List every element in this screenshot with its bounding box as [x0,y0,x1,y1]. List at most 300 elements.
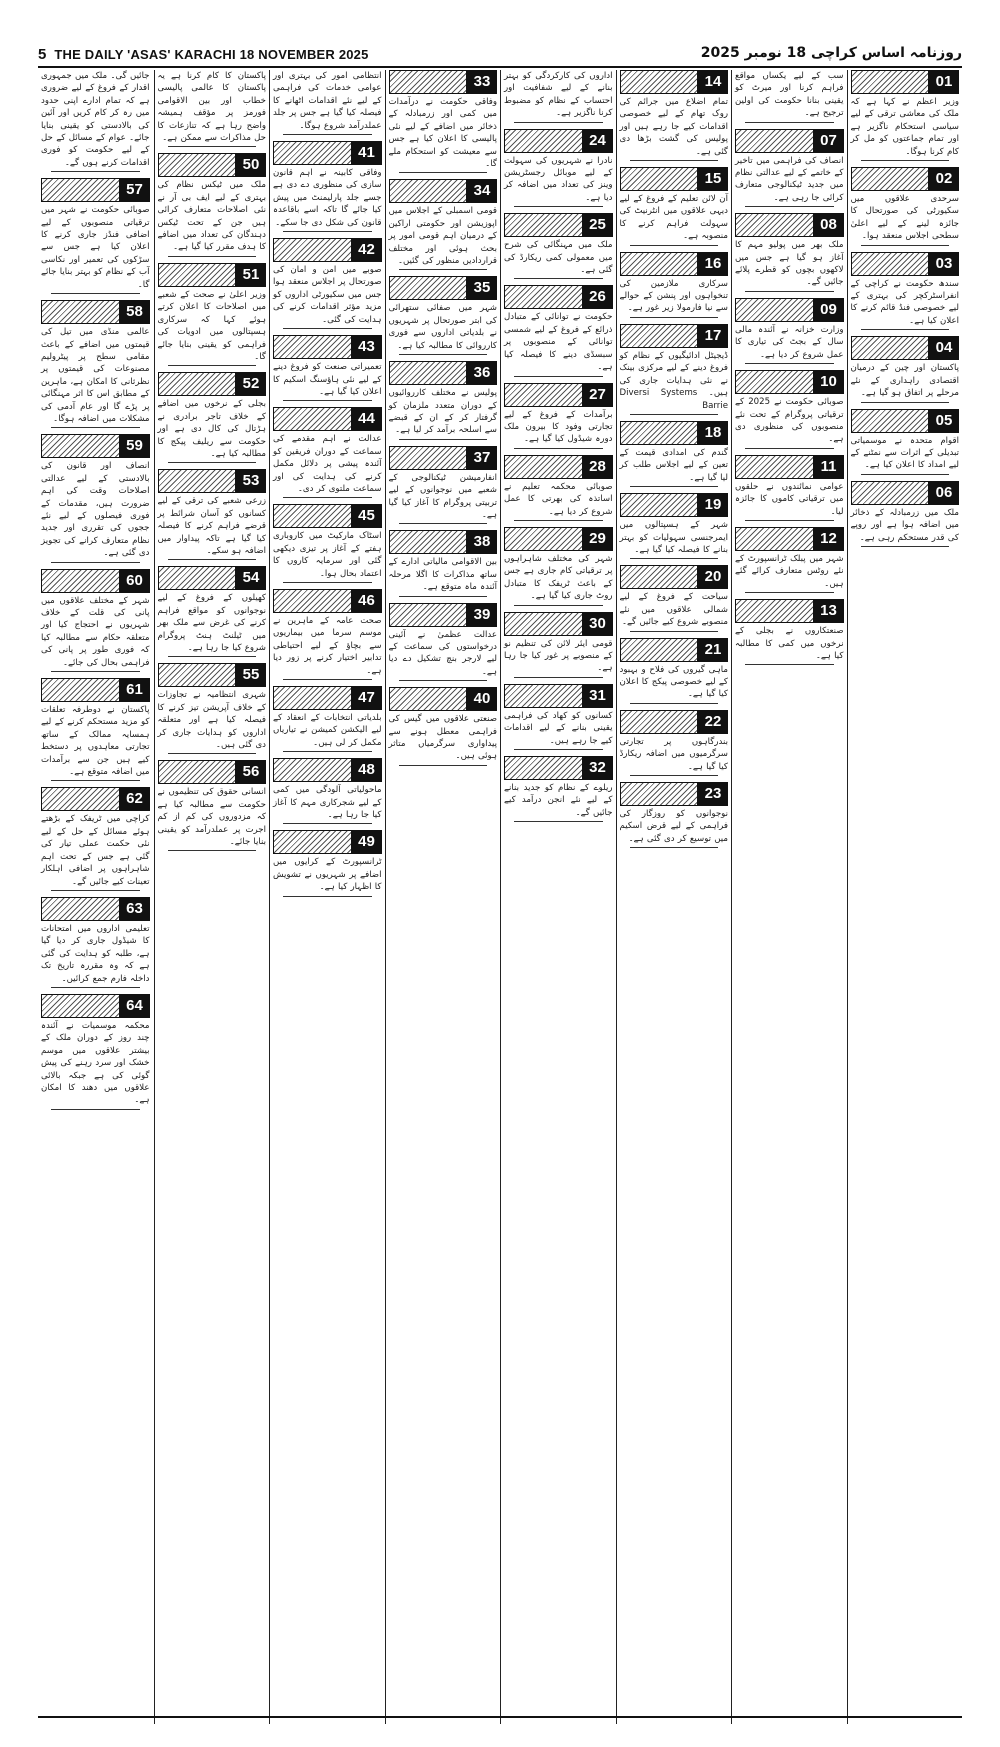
headline-hatch-bar [620,782,699,806]
news-item-header [620,167,729,191]
headline-hatch-bar [504,383,583,407]
headline-hatch-bar [158,663,237,687]
news-item-header [504,612,613,636]
news-item-header [851,481,960,505]
headline-hatch-bar [41,897,120,921]
news-item [504,213,613,279]
news-item-text: عدالت عظمیٰ نے آئینی درخواستوں کی سماعت کے لیے لارجر بنچ تشکیل دے دیا ہے۔ [388,629,497,677]
news-number-badge: 34 [467,179,497,203]
news-number-badge: 47 [352,686,382,710]
news-number-badge: 55 [236,663,266,687]
news-number-badge: 60 [120,569,150,593]
news-item-text: بین الاقوامی مالیاتی ادارے کے ساتھ مذاکرات کا اگلا مرحلہ آئندہ ماہ متوقع ہے۔ [388,557,497,593]
news-number-badge: 14 [698,70,728,94]
news-item-header [41,178,150,202]
news-item [273,686,382,752]
news-item-header [620,638,729,662]
news-item-text: وفاقی کابینہ نے اہم قانون سازی کی منظوری دے دی ہے جسے جلد پارلیمنٹ میں پیش کیا جائے گا تاکہ اسے باقاعدہ قانون کی شکل دی جا سکے۔ [273,168,382,228]
item-separator [630,631,719,632]
news-item-header [273,589,382,613]
news-item-header [389,446,498,470]
news-item-header [273,686,382,710]
headline-hatch-bar [41,300,120,324]
news-number-badge: 63 [120,897,150,921]
item-separator [283,497,372,498]
headline-hatch-bar [41,178,120,202]
news-number-badge: 18 [698,421,728,445]
news-item [273,335,382,401]
headline-hatch-bar [273,335,352,359]
headline-hatch-bar [620,493,699,517]
page-number: 5 [38,46,47,63]
news-number-badge: 46 [352,589,382,613]
news-item [389,361,498,440]
news-item-text: صوبائی حکومت نے شہر میں ترقیاتی منصوبوں کے لیے اضافی فنڈز جاری کرنے کا اعلان کیا ہے جس سے سڑکوں کی تعمیر اور نکاسی آب کے نظام کو بہتر بنایا جائے گا۔ [41,205,150,290]
headline-hatch-bar [158,263,237,287]
item-separator [630,775,719,776]
headline-hatch-bar [735,527,814,551]
news-item [620,324,729,415]
news-item-header [389,179,498,203]
item-separator [168,559,257,560]
news-number-badge: 33 [467,70,497,94]
news-item-text: ماحولیاتی آلودگی میں کمی کے لیے شجرکاری مہم کا آغاز کیا جا رہا ہے۔ [273,785,382,821]
news-item-text: ملک میں زرمبادلہ کے ذخائر میں اضافہ ہوا ہے اور روپے کی قدر مستحکم رہی ہے۔ [850,507,959,543]
news-number-badge: 41 [352,141,382,165]
news-column [385,70,501,1724]
news-item [273,758,382,824]
news-item [735,527,844,593]
item-separator [51,1109,140,1110]
news-item-header [735,298,844,322]
headline-hatch-bar [851,409,930,433]
news-item-text: قومی ایئر لائن کی تنظیم نو کے منصوبے پر غور کیا جا رہا ہے۔ [504,638,613,674]
news-item-text: صوبائی حکومت نے 2025 کے ترقیاتی پروگرام کے تحت نئے منصوبوں کی منظوری دی ہے۔ [735,397,844,445]
item-separator [399,765,488,766]
item-separator [283,582,372,583]
headline-hatch-bar [273,141,352,165]
headline-hatch-bar [273,238,352,262]
item-separator [51,562,140,563]
headline-hatch-bar [273,504,352,528]
news-column [154,70,270,1724]
headline-hatch-bar [273,589,352,613]
news-item [620,565,729,631]
news-item [620,167,729,246]
item-separator [630,703,719,704]
news-item [41,678,150,781]
news-item-text: صحت عامہ کے ماہرین نے موسم سرما میں بیماریوں سے بچاؤ کے لیے احتیاطی تدابیر اختیار کرنے پر زور دیا ہے۔ [273,615,382,676]
news-item [504,70,613,123]
news-item-header [158,153,267,177]
news-item [851,252,960,331]
item-separator [168,146,257,147]
item-separator [283,231,372,232]
news-number-badge: 57 [120,178,150,202]
headline-hatch-bar [273,407,352,431]
news-item-text: تعلیمی اداروں میں امتحانات کا شیڈول جاری کر دیا گیا ہے، طلبہ کو ہدایت کی گئی ہے کہ وہ مقررہ تاریخ تک داخلہ فارم جمع کرائیں۔ [41,923,150,984]
news-number-badge: 16 [698,252,728,276]
item-separator [283,400,372,401]
headline-hatch-bar [273,686,352,710]
headline-hatch-bar [389,179,468,203]
headline-hatch-bar [158,760,237,784]
item-separator [51,293,140,294]
news-number-badge: 04 [929,336,959,360]
news-number-badge: 11 [814,455,844,479]
news-item [41,70,150,172]
news-number-badge: 61 [120,678,150,702]
headline-hatch-bar [158,566,237,590]
news-item-text: برآمدات کے فروغ کے لیے تجارتی وفود کا بیرون ملک دورہ شیڈول کیا گیا ہے۔ [504,409,613,445]
news-item-text: پاکستان نے دوطرفہ تعلقات کو مزید مستحکم کرنے کے لیے ہمسایہ ممالک کے ساتھ تجارتی معاہدوں پر دستخط کیے ہیں جن سے برآمدات میں اضافہ متوقع ہے۔ [41,705,150,778]
news-item [41,300,150,428]
news-column [616,70,732,1724]
news-number-badge: 48 [352,758,382,782]
news-item-header [735,527,844,551]
news-number-badge: 23 [698,782,728,806]
news-item [273,70,382,135]
news-item-header [851,167,960,191]
headline-hatch-bar [389,276,468,300]
news-item-text: تمام اضلاع میں جرائم کی روک تھام کے لیے خصوصی اقدامات کیے جا رہے ہیں اور پولیس کی گشت بڑھا دی گئی ہے۔ [619,97,728,157]
news-item [620,638,729,704]
news-item [620,421,729,487]
news-item-text: عالمی منڈی میں تیل کی قیمتوں میں اضافے کے باعث مقامی سطح پر پیٹرولیم مصنوعات کی قیمتوں پر نظرثانی کا امکان ہے، ماہرین کے مطابق اس کا اثر مہنگائی پر پڑے گا اور عام آدمی کی مشکلات میں اضافہ ہوگا۔ [41,327,150,424]
masthead-english-title: THE DAILY 'ASAS' KARACHI 18 NOVEMBER 2025 [54,47,369,62]
item-separator [630,847,719,848]
masthead-english [38,46,369,63]
news-item [735,298,844,364]
news-item [273,830,382,896]
headline-hatch-bar [620,710,699,734]
news-item-text: انفارمیشن ٹیکنالوجی کے شعبے میں نوجوانوں کے لیے تربیتی پروگرام کا آغاز کیا گیا ہے۔ [388,472,497,520]
news-item-header [41,678,150,702]
news-item [41,434,150,562]
news-number-badge: 40 [467,687,497,711]
headline-hatch-bar [41,434,120,458]
headline-hatch-bar [620,565,699,589]
news-item-text: سندھ حکومت نے کراچی کے انفراسٹرکچر کی بہتری کے لیے خصوصی فنڈ قائم کرنے کا اعلان کیا ہے۔ [850,278,959,326]
item-separator [630,160,719,161]
headline-hatch-bar [735,129,814,153]
news-item-header [41,300,150,324]
news-item [851,336,960,402]
news-item [504,612,613,678]
news-number-badge: 39 [467,603,497,627]
item-separator [745,664,834,665]
news-number-badge: 28 [583,455,613,479]
news-item-text: نادرا نے شہریوں کی سہولت کے لیے موبائل رجسٹریشن وینز کی تعداد میں اضافہ کر دیا ہے۔ [504,155,613,203]
headline-hatch-bar [735,599,814,623]
item-separator [283,328,372,329]
headline-hatch-bar [273,830,352,854]
news-item-text: سیاحت کے فروغ کے لیے شمالی علاقوں میں نئے منصوبے شروع کیے جائیں گے۔ [619,592,728,628]
news-item-header [41,897,150,921]
news-item-text: وفاقی حکومت نے درآمدات میں کمی اور زرمبادلہ کے ذخائر میں اضافے کے لیے نئی پالیسی کا اعلان کیا ہے جس سے معیشت کو استحکام ملے گا۔ [388,97,497,170]
news-item [735,213,844,292]
news-item [273,504,382,583]
news-item-text: انسانی حقوق کی تنظیموں نے حکومت سے مطالبہ کیا ہے کہ مزدوروں کی کم از کم اجرت پر عملدرآمد کو یقینی بنایا جائے۔ [157,787,266,848]
item-separator [283,751,372,752]
news-number-badge: 01 [929,70,959,94]
news-number-badge: 29 [583,527,613,551]
news-item [504,285,613,376]
news-number-badge: 62 [120,787,150,811]
news-item-header [504,383,613,407]
news-number-badge: 51 [236,263,266,287]
news-item [389,70,498,173]
news-item-text: سرکاری ملازمین کی تنخواہوں اور پنشن کے حوالے سے نیا فارمولا زیر غور ہے۔ [619,278,728,314]
item-separator [514,448,603,449]
news-item-header [851,70,960,94]
news-column [269,70,385,1724]
item-separator [630,414,719,415]
news-item-text: تعمیراتی صنعت کو فروغ دینے کے لیے نئی ہاؤسنگ اسکیم کا اعلان کیا گیا ہے۔ [273,362,382,397]
news-item-header [158,263,267,287]
news-item [389,687,498,766]
news-item-text: حکومت نے توانائی کے متبادل ذرائع کے فروغ کے لیے شمسی توانائی کے منصوبوں پر سبسڈی دینے کا فیصلہ کیا ہے۔ [504,312,613,373]
news-number-badge: 54 [236,566,266,590]
news-item-text: پاکستان کا کام کرنا ہے یہ پاکستان کا عالمی پالیسی خطاب اور بین الاقوامی فورمز پر مؤقف ہمیشہ واضح رہا ہے کہ تنازعات کا حل مذاکرات سے ممکن ہے۔ [157,71,266,144]
news-item [735,129,844,208]
item-separator [630,245,719,246]
news-number-badge: 05 [929,409,959,433]
headline-hatch-bar [620,324,699,348]
newspaper-page [38,44,962,1724]
headline-hatch-bar [504,285,583,309]
news-item-header [41,994,150,1018]
item-separator [745,206,834,207]
headline-hatch-bar [504,684,583,708]
news-item [504,684,613,750]
item-separator [399,269,488,270]
news-number-badge: 17 [698,324,728,348]
news-item-header [389,276,498,300]
news-item [41,787,150,890]
headline-hatch-bar [504,527,583,551]
headline-hatch-bar [158,153,237,177]
news-item-header [620,252,729,276]
item-separator [745,122,834,123]
item-separator [745,592,834,593]
item-separator [630,317,719,318]
news-item [158,153,267,256]
news-item-text: سرحدی علاقوں میں سکیورٹی کی صورتحال کا جائزہ لینے کے لیے اعلیٰ سطحی اجلاس منعقد ہوا۔ [850,194,959,242]
item-separator [51,171,140,172]
news-item-text: ٹرانسپورٹ کے کرایوں میں اضافے پر شہریوں نے تشویش کا اظہار کیا ہے۔ [273,857,382,893]
item-separator [399,523,488,524]
item-separator [514,520,603,521]
item-separator [630,486,719,487]
news-columns [38,70,962,1724]
news-item-text: اداروں کی کارکردگی کو بہتر بنانے کے لیے شفافیت اور احتساب کے نظام کو مضبوط کرنا ناگزیر ہے۔ [504,71,613,119]
headline-hatch-bar [620,70,699,94]
news-item-text: پاکستان اور چین کے درمیان اقتصادی راہداری کے نئے مرحلے پر اتفاق ہو گیا ہے۔ [850,363,959,399]
news-item-text: صنعتی علاقوں میں گیس کی فراہمی معطل ہونے سے پیداواری سرگرمیاں متاثر ہوئی ہیں۔ [388,714,497,762]
news-item-text: ماہی گیروں کی فلاح و بہبود کے لیے خصوصی پیکج کا اعلان کیا گیا ہے۔ [619,664,728,700]
item-separator [861,329,950,330]
item-separator [399,596,488,597]
headline-hatch-bar [41,994,120,1018]
item-separator [168,656,257,657]
headline-hatch-bar [620,638,699,662]
news-item-text: جائیں گی۔ ملک میں جمہوری اقدار کے فروغ کے لیے ضروری ہے کہ تمام ادارے اپنی حدود میں رہ کر کام کریں اور آئین کی بالادستی کو یقینی بنایا جائے۔ عوام کے مسائل کے حل کے لیے حکومت کو فوری اقدامات کرنے ہوں گے۔ [41,71,150,168]
news-item-text: بندرگاہوں پر تجارتی سرگرمیوں میں اضافہ ریکارڈ کیا گیا ہے۔ [619,736,728,772]
news-number-badge: 22 [698,710,728,734]
news-item-header [620,710,729,734]
news-item-header [735,370,844,394]
news-item [851,167,960,246]
news-number-badge: 38 [467,530,497,554]
news-item [389,603,498,682]
item-separator [514,821,603,822]
news-item [620,252,729,318]
masthead-urdu: روزنامہ اساس کراچی 18 نومبر 2025 [700,45,962,61]
headline-hatch-bar [504,756,583,780]
news-item [620,782,729,848]
news-item-text: گندم کی امدادی قیمت کے تعین کے لیے اجلاس طلب کر لیا گیا ہے۔ [619,447,728,483]
headline-hatch-bar [851,252,930,276]
news-item-text: انتظامی امور کی بہتری اور عوامی خدمات کی فراہمی کے لیے نئے اقدامات اٹھانے کا فیصلہ کیا گیا ہے جس پر جلد عملدرآمد شروع ہوگا۔ [273,71,382,131]
item-separator [51,427,140,428]
headline-hatch-bar [504,129,583,153]
news-item-text: شہری انتظامیہ نے تجاوزات کے خلاف آپریشن تیز کرنے کا فیصلہ کیا ہے اور متعلقہ اداروں کو ہدایات جاری کر دی گئی ہیں۔ [157,690,266,751]
item-separator [861,245,950,246]
news-item-text: شہر کے ہسپتالوں میں ایمرجنسی سہولیات کو بہتر بنانے کا فیصلہ کیا گیا ہے۔ [619,520,728,555]
news-item-text: ملک میں ٹیکس نظام کی بہتری کے لیے ایف بی آر نے نئی اصلاحات متعارف کرائی ہیں جن کے تحت ٹیکس دہندگان کی تعداد میں اضافے کا ہدف مقرر کیا گیا ہے۔ [157,180,266,253]
news-column [38,70,153,1724]
news-number-badge: 12 [814,527,844,551]
headline-hatch-bar [735,213,814,237]
news-item-text: وزیر اعلیٰ نے صحت کے شعبے میں اصلاحات کا اعلان کرتے ہوئے کہا کہ سرکاری ہسپتالوں میں ادویات کی فراہمی کو یقینی بنایا جائے گا۔ [157,289,266,362]
footer-rule [38,1716,962,1718]
item-separator [168,365,257,366]
news-item-text: اسٹاک مارکیٹ میں کاروباری ہفتے کے آغاز پر تیزی دیکھی گئی اور سرمایہ کاروں کا اعتماد بحال ہوا۔ [273,531,382,579]
news-item-text: ڈیجیٹل ادائیگیوں کے نظام کو فروغ دینے کے لیے مرکزی بینک نے نئی ہدایات جاری کی ہیں۔ Diversi Systems Barrie [619,350,728,411]
item-separator [283,679,372,680]
news-item-text: وزیر اعظم نے کہا ہے کہ ملک کی معاشی ترقی کے لیے سیاسی استحکام ناگزیر ہے اور تمام جماعتوں کو مل کر کام کرنا ہوگا۔ [850,97,959,157]
item-separator [399,354,488,355]
news-item-header [735,213,844,237]
news-number-badge: 19 [698,493,728,517]
item-separator [514,605,603,606]
item-separator [168,753,257,754]
news-item-text: کسانوں کو کھاد کی فراہمی یقینی بنانے کے لیے اقدامات کیے جا رہے ہیں۔ [504,710,613,746]
news-number-badge: 42 [352,238,382,262]
news-item [41,897,150,988]
news-item [851,481,960,547]
news-item-header [41,569,150,593]
news-column [731,70,847,1724]
item-separator [514,122,603,123]
news-item [158,760,267,851]
news-number-badge: 50 [236,153,266,177]
news-number-badge: 43 [352,335,382,359]
news-item-header [504,455,613,479]
news-item-text: عوامی نمائندوں نے حلقوں میں ترقیاتی کاموں کا جائزہ لیا۔ [735,481,844,517]
news-item-header [735,129,844,153]
news-number-badge: 15 [698,167,728,191]
headline-hatch-bar [389,361,468,385]
headline-hatch-bar [504,455,583,479]
item-separator [861,160,950,161]
news-item-text: محکمہ موسمیات نے آئندہ چند روز کے دوران ملک کے بیشتر علاقوں میں موسم خشک اور سرد رہنے کی پیش گوئی کی ہے جبکہ بالائی علاقوں میں دھند کا امکان ہے۔ [41,1020,150,1106]
news-item-header [620,782,729,806]
headline-hatch-bar [389,70,468,94]
headline-hatch-bar [735,298,814,322]
news-item-header [273,830,382,854]
news-item [504,455,613,521]
news-item [389,276,498,355]
news-item-header [41,434,150,458]
news-number-badge: 25 [583,213,613,237]
news-item-header [504,756,613,780]
news-item [158,70,267,147]
item-separator [399,172,488,173]
news-number-badge: 06 [929,481,959,505]
news-item-header [504,684,613,708]
news-item [273,141,382,232]
item-separator [861,546,950,547]
news-item-header [158,566,267,590]
news-number-badge: 35 [467,276,497,300]
news-item-header [620,324,729,348]
news-item [158,469,267,560]
item-separator [745,448,834,449]
news-item-header [504,285,613,309]
news-item-text: زرعی شعبے کی ترقی کے لیے کسانوں کو آسان شرائط پر قرضے فراہم کرنے کا فیصلہ کیا گیا ہے تاکہ پیداوار میں اضافہ ہو سکے۔ [157,496,266,556]
news-item-text: انصاف اور قانون کی بالادستی کے لیے عدالتی اصلاحات وقت کی اہم ضرورت ہیں، مقدمات کے فوری فیصلوں کے لیے نئے ججوں کی تقرری اور جدید نظام متعارف کرانے کی تجویز دی گئی ہے۔ [41,461,150,559]
news-item [158,566,267,657]
news-item-text: شہر میں پبلک ٹرانسپورٹ کے نئے روٹس متعارف کرائے گئے ہیں۔ [735,553,844,589]
news-item [158,663,267,754]
news-item-text: انصاف کی فراہمی میں تاخیر کے خاتمے کے لیے عدالتی نظام میں جدید ٹیکنالوجی متعارف کرائی جا رہی ہے۔ [735,155,844,203]
news-item-text: صنعتکاروں نے بجلی کے نرخوں میں کمی کا مطالبہ کیا ہے۔ [735,626,844,661]
news-item [273,238,382,329]
news-item-header [735,455,844,479]
news-number-badge: 20 [698,565,728,589]
news-item [735,370,844,449]
item-separator [283,896,372,897]
headline-hatch-bar [389,530,468,554]
news-number-badge: 30 [583,612,613,636]
news-item-text: ملک میں مہنگائی کی شرح میں معمولی کمی ریکارڈ کی گئی ہے۔ [504,240,613,276]
item-separator [745,363,834,364]
news-item [158,372,267,463]
news-item-header [389,603,498,627]
news-item-text: پولیس نے مختلف کارروائیوں کے دوران متعدد ملزمان کو گرفتار کر کے ان کے قبضے سے اسلحہ برآمد کر لیا ہے۔ [388,388,497,436]
headline-hatch-bar [735,370,814,394]
headline-hatch-bar [158,469,237,493]
masthead [38,44,962,68]
news-item-header [273,758,382,782]
item-separator [283,134,372,135]
item-separator [514,206,603,207]
news-item [851,70,960,161]
item-separator [861,474,950,475]
headline-hatch-bar [389,687,468,711]
item-separator [514,278,603,279]
headline-hatch-bar [851,336,930,360]
news-number-badge: 02 [929,167,959,191]
news-item-header [620,565,729,589]
item-separator [51,780,140,781]
news-item [389,179,498,270]
item-separator [399,680,488,681]
item-separator [168,850,257,851]
news-number-badge: 37 [467,446,497,470]
